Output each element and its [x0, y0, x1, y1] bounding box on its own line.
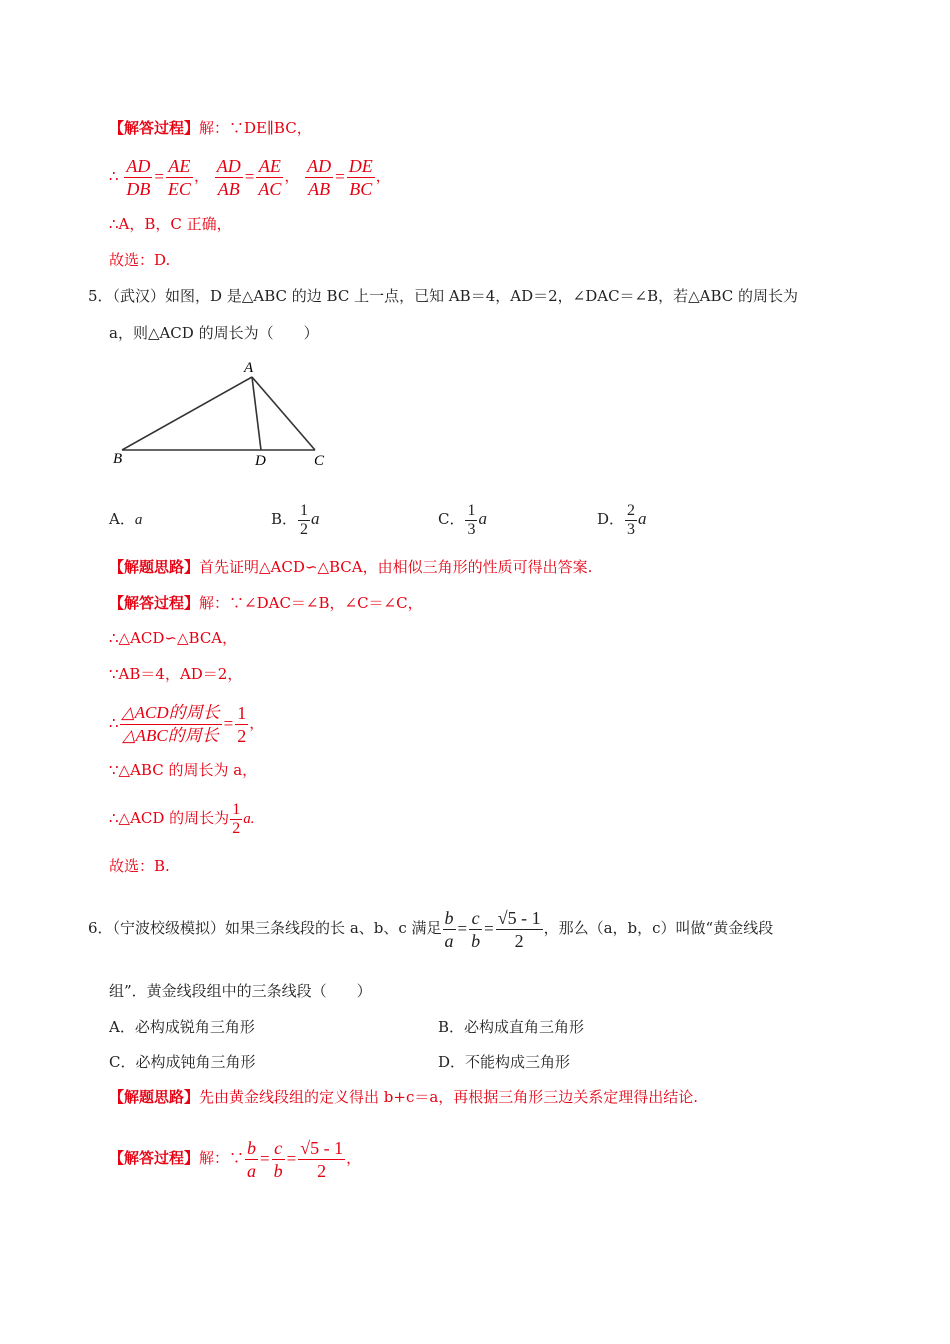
q5-option-d[interactable]: D． $\frac{2}{3}$ a	[597, 501, 647, 538]
solution-text: 解：∵∠DAC＝∠B，∠C＝∠C，	[199, 594, 423, 612]
q5-stem-line1	[88, 286, 798, 306]
fraction: $\frac{AE}{AC}$	[258, 155, 282, 199]
q5-option-b[interactable]: B． $\frac{1}{2}$ a	[271, 501, 320, 538]
q6-process-line: 【解答过程】解：∵ $\frac{b}{a}$ = $\frac{c}{b}$ = $\frac{√5 - 1}{2}$ ，	[109, 1137, 362, 1181]
q5-process-line	[109, 593, 423, 613]
idea-text: 首先证明△ACD∽△BCA，由相似三角形的性质可得出答案.	[199, 558, 593, 576]
q4-process-line	[109, 118, 312, 138]
fraction: $\frac{AD}{DB}$	[126, 155, 151, 199]
question-text: （武汉）如图，D 是△ABC 的边 BC 上一点，已知 AB＝4，AD＝2，∠DAC＝∠B，若△ABC 的周长为	[112, 287, 799, 305]
q6-option-b[interactable]: B．必构成直角三角形	[438, 1018, 585, 1036]
q5-option-c[interactable]: C． $\frac{1}{3}$ a	[438, 501, 487, 538]
q6-option-a[interactable]: A．必构成锐角三角形	[109, 1018, 255, 1036]
segment-ad	[252, 377, 261, 450]
label-c: C	[314, 453, 325, 469]
fraction: $\frac{AD}{AB}$	[216, 155, 241, 199]
q5-option-a[interactable]: A．a	[109, 510, 143, 528]
triangle-figure	[105, 355, 335, 470]
q4-answer: 故选：D.	[109, 251, 171, 269]
q5-sol-line5: ∵△ABC 的周长为 a，	[109, 761, 258, 779]
process-tag: 【解答过程】	[109, 1149, 200, 1167]
q5-answer: 故选：B.	[109, 857, 170, 875]
q4-ratio-line: ∴ $\frac{AD}{DB}$ = $\frac{AE}{EC}$ ， $\frac{AD}{AB}$ = $\frac{AE}{AC}$ ， $\frac{AD}{AB}$ = $\frac{DE}{BC}$ ，	[109, 155, 391, 199]
fraction: $\frac{DE}{BC}$	[348, 155, 373, 199]
question-text: ，那么（a，b，c）叫做“黄金线段	[543, 919, 774, 937]
q5-sol-line3: ∵AB＝4，AD＝2，	[109, 665, 243, 683]
label-b: B	[113, 451, 123, 467]
q6-option-c[interactable]: C．必构成钝角三角形	[109, 1053, 256, 1071]
therefore-symbol: ∴	[109, 167, 119, 185]
idea-text: 先由黄金线段组的定义得出 b+c＝a，再根据三角形三边关系定理得出结论.	[199, 1088, 699, 1106]
side-ac	[252, 377, 315, 450]
q5-sol-line2: ∴△ACD∽△BCA，	[109, 629, 238, 647]
idea-tag: 【解题思路】	[109, 558, 200, 576]
fraction: $\frac{AD}{AB}$	[307, 155, 332, 199]
label-d: D	[255, 453, 266, 469]
q4-correct-line: ∴A，B，C 正确，	[109, 215, 232, 233]
fraction: $\frac{AE}{EC}$	[167, 155, 191, 199]
golden-ratio-fraction: $\frac{√5 - 1}{2}$	[497, 907, 541, 951]
perimeter-ratio-fraction: $\frac{\text{△ACD的周长}}{\text{△ABC的周长}}$	[121, 702, 220, 745]
side-ab	[122, 377, 252, 450]
q6-idea-line	[109, 1087, 698, 1107]
process-tag: 【解答过程】	[109, 594, 200, 612]
question-number: 6．	[88, 919, 113, 937]
process-tag: 【解答过程】	[109, 119, 200, 137]
question-text: （宁波校级模拟）如果三条线段的长 a、b、c 满足	[112, 919, 442, 937]
question-number: 5．	[88, 287, 113, 305]
q6-stem-line2: 组”．黄金线段组中的三条线段（ ）	[109, 982, 372, 1000]
q6-option-d[interactable]: D．不能构成三角形	[438, 1053, 571, 1071]
q5-sol-line6: ∴△ACD 的周长为 $\frac{1}{2}$ a.	[109, 800, 255, 837]
q5-stem-line2: a，则△ACD 的周长为（ ）	[109, 324, 319, 342]
idea-tag: 【解题思路】	[109, 1088, 200, 1106]
q5-ratio-line: ∴ $\frac{\text{△ACD的周长}}{\text{△ABC的周长}}$ = $\frac{1}{2}$ ，	[109, 702, 265, 746]
solution-text: 解：∵DE∥BC，	[199, 119, 312, 137]
label-a: A	[244, 360, 254, 376]
q6-stem-line1: 6．（宁波校级模拟）如果三条线段的长 a、b、c 满足 $\frac{b}{a}$ = $\frac{c}{b}$ = $\frac{√5 - 1}{2}$ ，那么（a，b，c）叫做“黄金线段	[88, 907, 774, 951]
q5-idea-line	[109, 557, 592, 577]
